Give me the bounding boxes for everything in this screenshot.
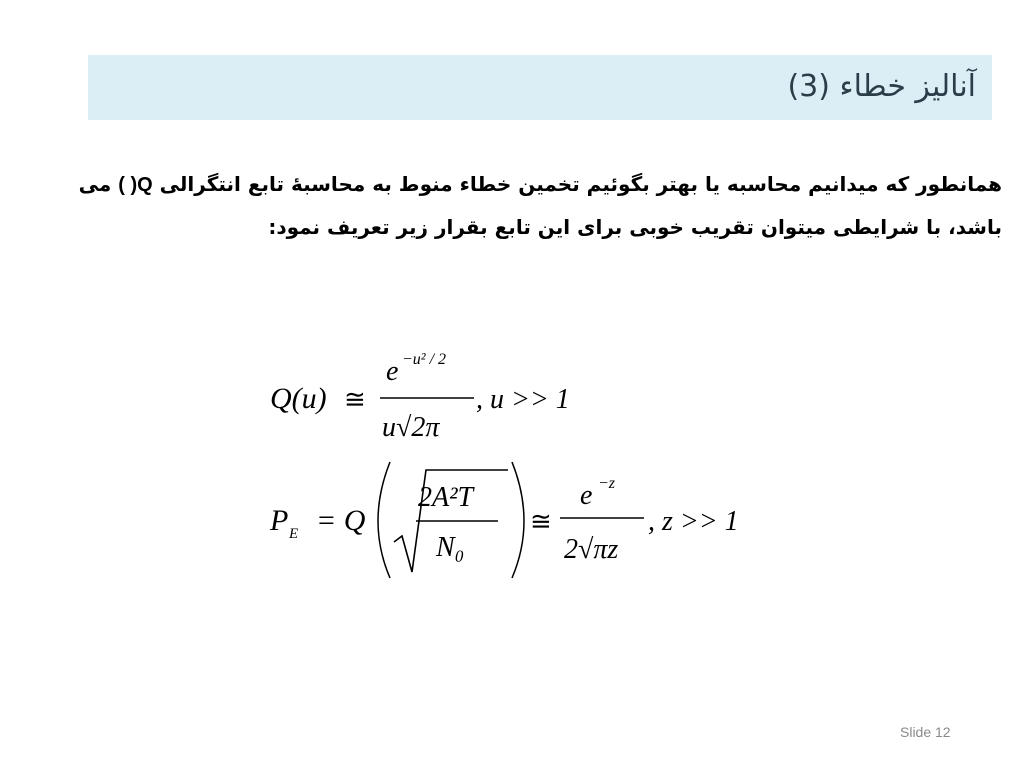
slide-title: آنالیز خطاء (3): [787, 69, 976, 104]
slide-number: Slide 12: [900, 724, 951, 740]
formula-pe-expression: [269, 462, 739, 578]
formula2-left-paren: [378, 462, 390, 578]
paragraph-line1-prefix: همانطور که میدانیم محاسبه یا بهتر بگوئیم تخمین خطاء منوط به محاسبهٔ تابع انتگرالی: [152, 172, 1002, 196]
formula2-approx-sign: ≅: [530, 507, 552, 536]
formula2-numerator-exponent: −z: [598, 475, 616, 492]
paragraph-line2: باشد، با شرایطی میتوان تقریب خوبی برای این تابع بقرار زیر تعریف نمود:: [268, 215, 1002, 239]
formula1-condition: , u >> 1: [476, 384, 570, 415]
body-paragraph: [56, 163, 1002, 248]
formula2-inner-numerator: 2A²T: [418, 482, 474, 513]
formula2-right-paren: [512, 462, 524, 578]
formula1-denominator: u√2π: [382, 412, 440, 443]
formula-svg: [262, 340, 782, 590]
formula2-lhs-p: P: [270, 504, 289, 537]
q-function-symbol: Q( ): [118, 174, 153, 196]
formula2-denominator: 2√πz: [564, 534, 619, 565]
formula2-condition: , z >> 1: [648, 506, 739, 537]
formula2-numerator-base: e: [580, 480, 593, 511]
formula2-inner-denominator: N₀: [436, 532, 465, 563]
formula-q-approximation: [270, 351, 570, 443]
formula1-numerator-exponent: −u² / 2: [402, 351, 447, 368]
formula1-approx-sign: ≅: [344, 385, 366, 414]
paragraph-line1-suffix: می: [78, 172, 119, 196]
formula1-numerator-base: e: [386, 356, 399, 387]
formula2-lhs-subscript: E: [289, 526, 299, 542]
formula1-lhs: Q(u): [270, 382, 327, 415]
formula2-equals-q: = Q: [316, 504, 366, 537]
formula-block: [262, 340, 782, 590]
title-bar: [88, 55, 992, 120]
